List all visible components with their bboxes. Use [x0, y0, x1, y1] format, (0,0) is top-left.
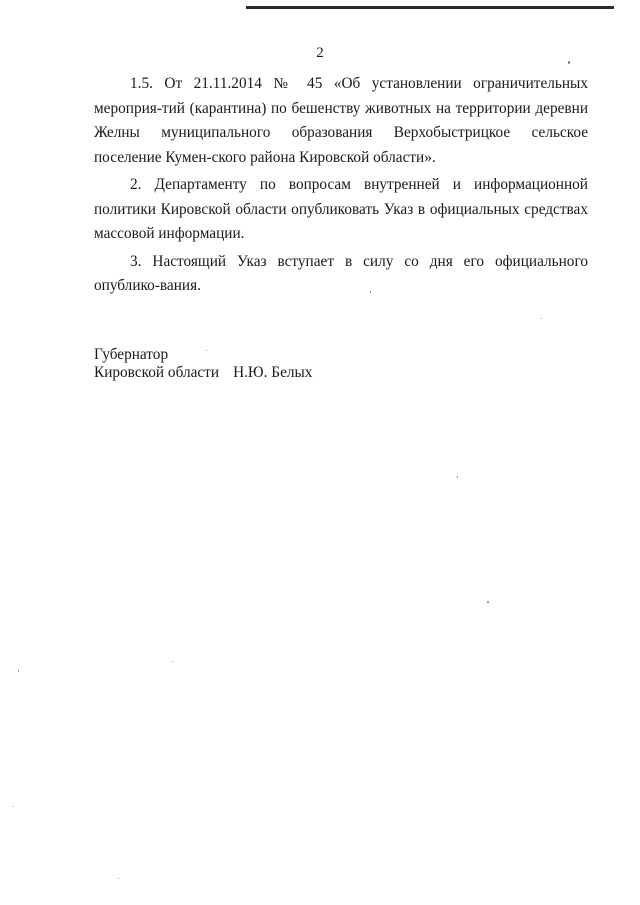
page-number: 2 — [316, 45, 324, 61]
scan-speck — [370, 291, 371, 293]
scan-speck — [568, 61, 570, 64]
scan-speck — [206, 350, 207, 351]
paragraph-2: 2. Департаменту по вопросам внутренней и информационной политики Кировской области опубликовать Указ в официальных средствах массовой информации. — [94, 176, 588, 242]
scan-speck — [18, 670, 19, 672]
scan-speck — [12, 806, 13, 807]
paragraph-3: 3. Настоящий Указ вступает в силу со дня его официального опублико-вания. — [94, 252, 588, 294]
scan-speck — [172, 661, 173, 662]
signature-name: Н.Ю. Белых — [233, 364, 313, 381]
scan-speck — [457, 476, 458, 478]
scan-speck — [487, 601, 489, 603]
scan-speck — [118, 878, 119, 879]
signature-title-line2-row — [94, 364, 312, 382]
paragraph-1-5: 1.5. От 21.11.2014 № 45 «Об установлении ограничительных мероприя-тий (карантина) по бешенству животных на территории деревни Желны муниципального образования Верхобыстрицкое сельское поселение Кумен-ского района Кировской области». — [94, 75, 588, 166]
scan-speck — [541, 318, 542, 319]
signature-title-line1: Губернатор — [94, 346, 169, 363]
signature-title-line2: Кировской области — [94, 364, 220, 381]
document-body — [94, 72, 588, 302]
top-border-line — [246, 6, 614, 9]
signature-block — [94, 346, 312, 382]
